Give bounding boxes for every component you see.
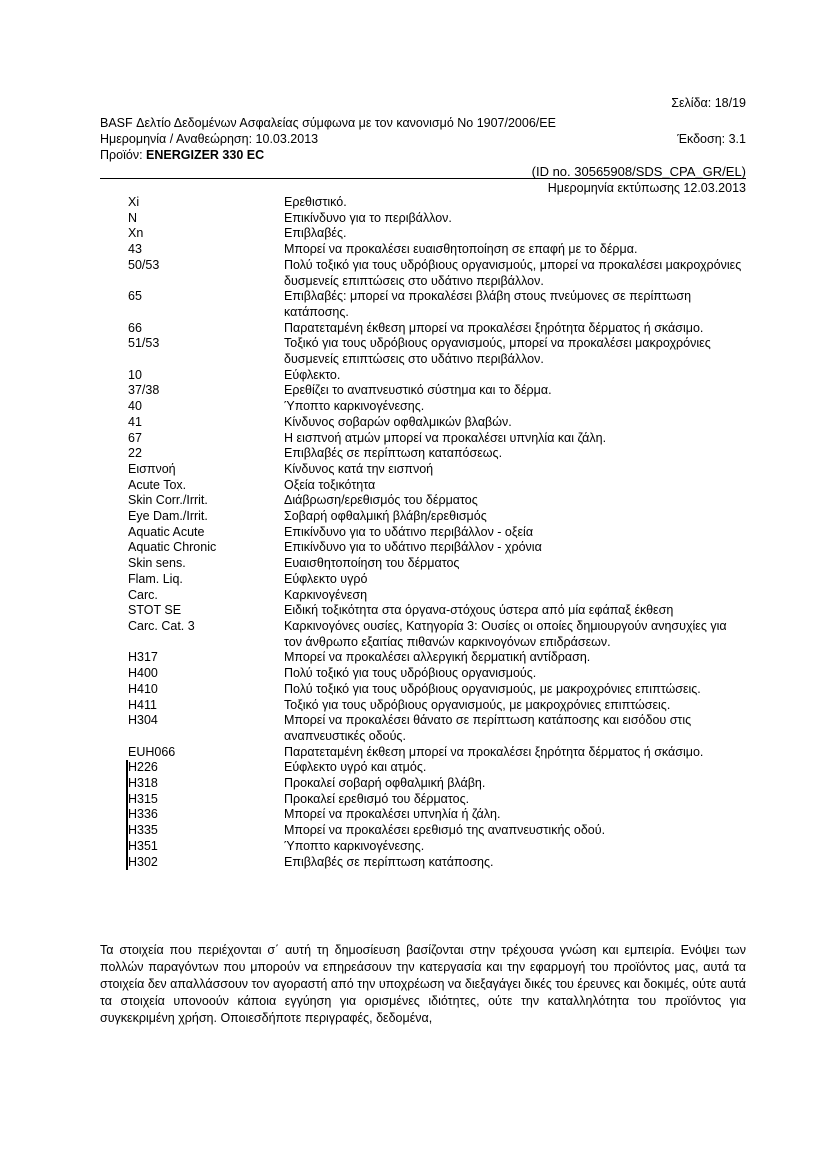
definition-text: Επικίνδυνο για το περιβάλλον. <box>284 210 452 225</box>
definition-row <box>128 289 748 320</box>
definition-code: STOT SE <box>128 603 182 618</box>
definition-code: Aquatic Chronic <box>128 540 217 555</box>
definition-row <box>128 540 748 556</box>
definition-row <box>128 478 748 494</box>
definition-row <box>128 431 748 447</box>
definition-row <box>128 368 748 384</box>
definition-row <box>128 713 748 744</box>
definition-row <box>128 603 748 619</box>
definition-text: Κίνδυνος σοβαρών οφθαλμικών βλαβών. <box>284 414 512 429</box>
definition-text: Πολύ τοξικό για τους υδρόβιους οργανισμούς. <box>284 666 537 681</box>
definition-text: Επιβλαβές σε περίπτωση καταπόσεως. <box>284 446 503 461</box>
definition-text: Μπορεί να προκαλέσει ευαισθητοποίηση σε επαφή με το δέρμα. <box>284 242 638 257</box>
definition-text: Εύφλεκτο. <box>284 367 341 382</box>
definition-row <box>128 242 748 258</box>
definition-text: Κίνδυνος κατά την εισπνοή <box>284 461 434 476</box>
definition-text: Μπορεί να προκαλέσει ερεθισμό της αναπνευστικής οδού. <box>284 823 606 838</box>
definition-text: Πολύ τοξικό για τους υδρόβιους οργανισμούς, με μακροχρόνιες επιπτώσεις. <box>284 681 701 696</box>
definition-row <box>128 698 748 714</box>
page-number: Σελίδα: 18/19 <box>671 96 746 110</box>
definition-code: 22 <box>128 446 142 461</box>
definition-text: Εύφλεκτο υγρό και ατμός. <box>284 760 427 775</box>
definition-text: Επιβλαβές: μπορεί να προκαλέσει βλάβη στους πνεύμονες σε περίπτωση κατάποσης. <box>284 289 692 319</box>
definition-text: Τοξικό για τους υδρόβιους οργανισμούς, μπορεί να προκαλέσει μακροχρόνιες δυσμενείς επιπτώσεις στο υδάτινο περιβάλλον. <box>284 336 711 367</box>
definition-code: Flam. Liq. <box>128 571 183 586</box>
definition-text: Επικίνδυνο για το υδάτινο περιβάλλον - οξεία <box>284 524 534 539</box>
definition-code: 51/53 <box>128 336 160 351</box>
definition-row <box>128 682 748 698</box>
product-label: Προϊόν: <box>100 148 147 162</box>
definition-code: 65 <box>128 289 142 304</box>
version: Έκδοση: 3.1 <box>677 132 746 146</box>
header-date-row <box>100 132 746 147</box>
definition-code: H351 <box>126 839 284 855</box>
definition-row <box>128 556 748 572</box>
definition-code: Xi <box>128 195 140 209</box>
definition-text: Παρατεταμένη έκθεση μπορεί να προκαλέσει ξηρότητα δέρματος ή σκάσιμο. <box>284 744 704 759</box>
definition-code: H411 <box>128 697 157 712</box>
definition-text: Μπορεί να προκαλέσει αλλεργική δερματική αντίδραση. <box>284 650 591 665</box>
definition-code: Skin sens. <box>128 556 186 571</box>
definition-code: H410 <box>128 681 158 696</box>
definition-text: Μπορεί να προκαλέσει υπνηλία ή ζάλη. <box>284 807 501 822</box>
definition-text: Επικίνδυνο για το υδάτινο περιβάλλον - χρόνια <box>284 540 542 555</box>
definition-text: Καρκινογόνες ουσίες, Κατηγορία 3: Ουσίες οι οποίες δημιουργούν ανησυχίες για τον άνθρωπο εξαιτίας πιθανών καρκινογόνων επιδράσεων. <box>284 618 727 649</box>
definition-row <box>128 509 748 525</box>
definition-row <box>128 195 748 211</box>
definition-code: Carc. <box>128 587 158 602</box>
definition-code: H304 <box>128 713 158 728</box>
definition-code: N <box>128 210 138 225</box>
definition-row <box>128 211 748 227</box>
definition-row <box>128 336 748 367</box>
definition-code: Aquatic Acute <box>128 524 205 539</box>
definition-text: Ερεθίζει το αναπνευστικό σύστημα και το δέρμα. <box>284 383 552 398</box>
definition-row <box>128 650 748 666</box>
definition-text: Ειδική τοξικότητα στα όργανα-στόχους ύστερα από μία εφάπαξ έκθεση <box>284 603 674 618</box>
definition-row <box>128 776 748 792</box>
definitions-list <box>128 195 748 870</box>
header-divider <box>100 178 746 179</box>
definition-text: Ευαισθητοποίηση του δέρματος <box>284 556 460 571</box>
definition-row <box>128 493 748 509</box>
definition-row <box>128 226 748 242</box>
definition-text: Ερεθιστικό. <box>284 195 347 209</box>
definition-code: H335 <box>126 823 284 839</box>
definition-text: Ύποπτο καρκινογένεσης. <box>284 399 425 414</box>
definition-code: 43 <box>128 242 142 257</box>
revision-date: Ημερομηνία / Αναθεώρηση: 10.03.2013 <box>100 132 319 146</box>
definition-row <box>128 619 748 650</box>
definition-text: Διάβρωση/ερεθισμός του δέρματος <box>284 493 478 508</box>
definition-text: Εύφλεκτο υγρό <box>284 571 368 586</box>
definition-text: Οξεία τοξικότητα <box>284 477 376 492</box>
definition-text: Μπορεί να προκαλέσει θάνατο σε περίπτωση κατάποσης και εισόδου στις αναπνευστικές οδούς. <box>284 713 692 743</box>
definition-text: Προκαλεί σοβαρή οφθαλμική βλάβη. <box>284 776 486 791</box>
definition-row <box>128 588 748 604</box>
definition-row <box>128 855 748 871</box>
definition-code: Acute Tox. <box>128 477 187 492</box>
definition-row <box>128 839 748 855</box>
definition-code: H336 <box>126 807 284 823</box>
definition-code: 66 <box>128 320 142 335</box>
definition-text: Παρατεταμένη έκθεση μπορεί να προκαλέσει ξηρότητα δέρματος ή σκάσιμο. <box>284 320 704 335</box>
definition-text: Καρκινογένεση <box>284 587 368 602</box>
document-id: (ID no. 30565908/SDS_CPA_GR/EL) <box>531 164 746 179</box>
definition-row <box>128 258 748 289</box>
definition-code: 10 <box>128 367 142 382</box>
definition-code: H302 <box>126 855 284 871</box>
definition-code: H400 <box>128 666 158 681</box>
definition-code: 37/38 <box>128 383 160 398</box>
definition-code: H226 <box>126 760 284 776</box>
definition-code: Carc. Cat. 3 <box>128 618 195 633</box>
definition-row <box>128 446 748 462</box>
definition-row <box>128 399 748 415</box>
definition-code: EUH066 <box>128 744 176 759</box>
definition-code: 41 <box>128 414 142 429</box>
definition-row <box>128 321 748 337</box>
definition-text: Η εισπνοή ατμών μπορεί να προκαλέσει υπνηλία και ζάλη. <box>284 430 607 445</box>
definition-code: Skin Corr./Irrit. <box>128 493 208 508</box>
disclaimer <box>100 942 746 1027</box>
definition-row <box>128 807 748 823</box>
print-date: Ημερομηνία εκτύπωσης 12.03.2013 <box>547 181 746 195</box>
definition-code: H317 <box>128 650 158 665</box>
definition-code: 50/53 <box>128 257 160 272</box>
definition-row <box>128 823 748 839</box>
definition-row <box>128 462 748 478</box>
definition-text: Προκαλεί ερεθισμό του δέρματος. <box>284 791 470 806</box>
definition-text: Ύποπτο καρκινογένεσης. <box>284 838 425 853</box>
definition-code: 67 <box>128 430 142 445</box>
definition-row <box>128 666 748 682</box>
definition-text: Πολύ τοξικό για τους υδρόβιους οργανισμούς, μπορεί να προκαλέσει μακροχρόνιες δυσμενείς επιπτώσεις στο υδάτινο περιβάλλον. <box>284 257 742 288</box>
definition-row <box>128 525 748 541</box>
definition-code: H318 <box>126 776 284 792</box>
definition-code: Εισπνοή <box>128 461 176 476</box>
definition-row <box>128 745 748 761</box>
definition-row <box>128 415 748 431</box>
disclaimer-text: Τα στοιχεία που περιέχονται σ΄ αυτή τη δημοσίευση βασίζονται στην τρέχουσα γνώση και εμπειρία. Ενόψει των πολλών παραγόντων που μπορούν να επηρεάσουν την κατεργασία και την εφαρμογή του προϊόντος μας, αυτά τα στοιχεία δεν απαλλάσσουν τον αγοραστή από την υποχρέωση να διεξαγάγει δικές του έρευνες και δοκιμές, ούτε αυτά τα στοιχεία υπονοούν κάποια εγγύηση για ορισμένες ιδιότητες, ούτε την καταλληλότητα του προϊόντος για συγκεκριμένη χρήση. Οποιεσδήποτε περιγραφές, δεδομένα, <box>100 943 746 1025</box>
definition-row <box>128 383 748 399</box>
definition-text: Επιβλαβές. <box>284 226 347 241</box>
header-title: BASF Δελτίο Δεδομένων Ασφαλείας σύμφωνα με τον κανονισμό Νο 1907/2006/ΕΕ <box>100 116 556 130</box>
definition-row <box>128 760 748 776</box>
definition-row <box>128 572 748 588</box>
definition-code: H315 <box>126 792 284 808</box>
definition-code: Xn <box>128 226 144 241</box>
definition-text: Σοβαρή οφθαλμική βλάβη/ερεθισμός <box>284 509 487 524</box>
definition-code: Eye Dam./Irrit. <box>128 509 208 524</box>
product-line <box>100 148 746 163</box>
definition-text: Τοξικό για τους υδρόβιους οργανισμούς, με μακροχρόνιες επιπτώσεις. <box>284 697 671 712</box>
definition-row <box>128 792 748 808</box>
definition-code: 40 <box>128 399 142 414</box>
product-name: ENERGIZER 330 EC <box>146 148 265 162</box>
definition-text: Επιβλαβές σε περίπτωση κατάποσης. <box>284 854 494 869</box>
